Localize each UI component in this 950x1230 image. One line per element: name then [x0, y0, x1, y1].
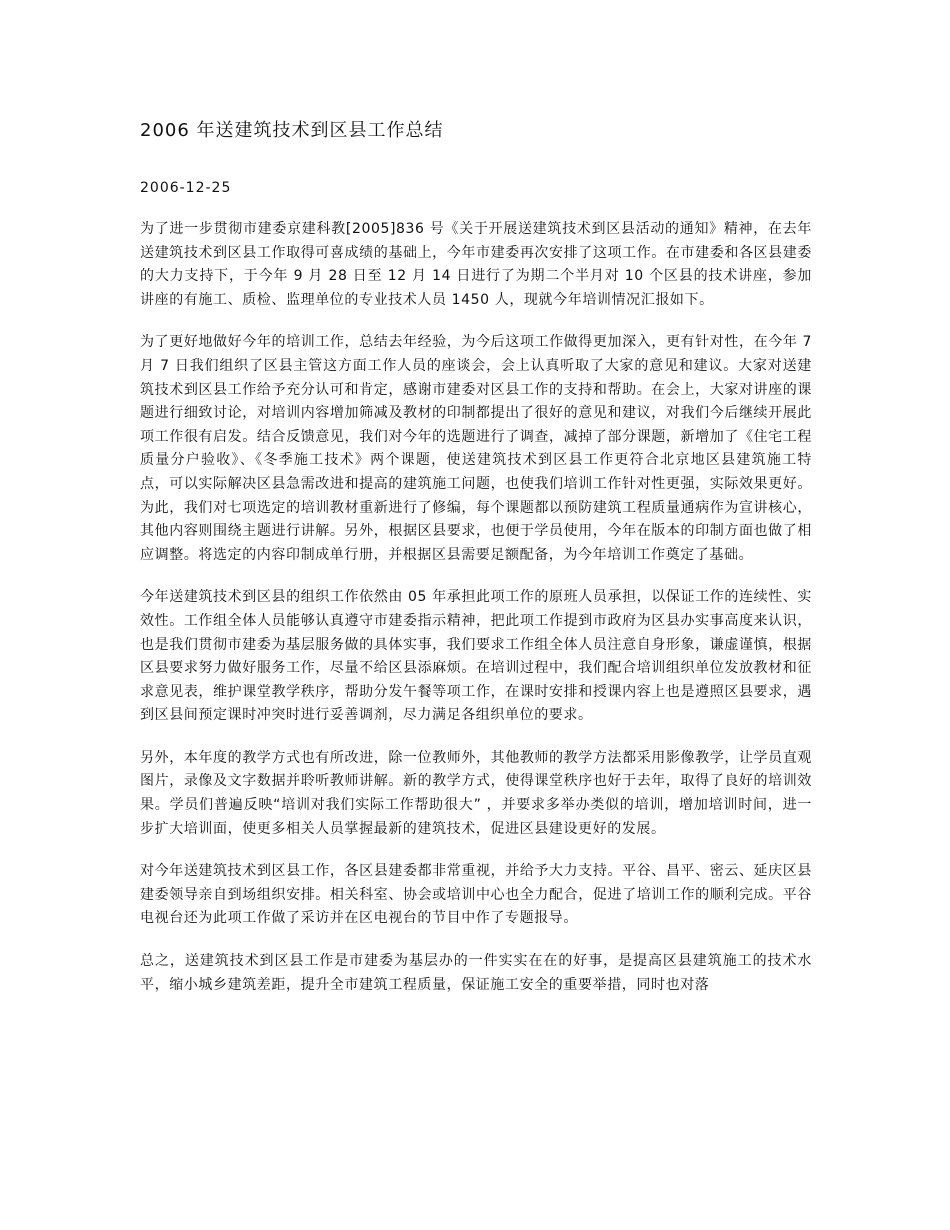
paragraph: 为了进一步贯彻市建委京建科教[2005]836 号《关于开展送建筑技术到区县活动的通知》精神，在去年送建筑技术到区县工作取得可喜成绩的基础上，今年市建委再次安排了这项工作。在市建委和各区县建委的大力支持下，于今年 9 月 28 日至 12 月 14 日进行了为期二个半月对 10 个区县的技术讲座，参加讲座的有施工、质检、监理单位的专业技术人员 1450 人，现就今年培训情况汇报如下。	[140, 221, 812, 308]
paragraph: 今年送建筑技术到区县的组织工作依然由 05 年承担此项工作的原班人员承担，以保证工作的连续性、实效性。工作组全体人员能够认真遵守市建委指示精神，把此项工作提到市政府为区县办实事高度来认识，也是我们贯彻市建委为基层服务做的具体实事，我们要求工作组全体人员注意自身形象，谦虚谨慎，根据区县要求努力做好服务工作，尽量不给区县添麻烦。在培训过程中，我们配合培训组织单位发放教材和征求意见表，维护课堂教学秩序，帮助分发午餐等项工作，在课时安排和授课内容上也是遵照区县要求，遇到区县间预定课时冲突时进行妥善调剂，尽力满足各组织单位的要求。	[140, 589, 812, 724]
paragraph: 对今年送建筑技术到区县工作，各区县建委都非常重视，并给予大力支持。平谷、昌平、密云、延庆区县建委领导亲自到场组织安排。相关科室、协会或培训中心也全力配合，促进了培训工作的顺利完成。平谷电视台还为此项工作做了采访并在区电视台的节目中作了专题报导。	[140, 863, 812, 927]
paragraph: 为了更好地做好今年的培训工作，总结去年经验，为今后这项工作做得更加深入，更有针对性，在今年 7 月 7 日我们组织了区县主管这方面工作人员的座谈会，会上认真听取了大家的意见和建议。大家对送建筑技术到区县工作给予充分认可和肯定，感谢市建委对区县工作的支持和帮助。在会上，大家对讲座的课题进行细致讨论，对培训内容增加筛减及教材的印制都提出了很好的意见和建议，对我们今后继续开展此项工作很有启发。结合反馈意见，我们对今年的选题进行了调查，减掉了部分课题，新增加了《住宅工程质量分户验收》、《冬季施工技术》两个课题，使送建筑技术到区县工作更符合北京地区县建筑施工特点，可以实际解决区县急需改进和提高的建筑施工问题，也使我们培训工作针对性更强，实际效果更好。为此，我们对七项选定的培训教材重新进行了修编，每个课题都以预防建筑工程质量通病作为宣讲核心，其他内容则围绕主题进行讲解。另外，根据区县要求，也便于学员使用，今年在版本的印制方面也做了相应调整。将选定的内容印制成单行册，并根据区县需要足额配备，为今年培训工作奠定了基础。	[140, 334, 812, 563]
document-date: 2006-12-25	[140, 180, 232, 196]
paragraph: 总之，送建筑技术到区县工作是市建委为基层办的一件实实在在的好事，是提高区县建筑施工的技术水平，缩小城乡建筑差距，提升全市建筑工程质量，保证施工安全的重要举措，同时也对落	[140, 953, 812, 993]
paragraph: 另外，本年度的教学方式也有所改进，除一位教师外，其他教师的教学方法都采用影像教学，让学员直观图片，录像及文字数据并聆听教师讲解。新的教学方式，使得课堂秩序也好于去年，取得了良好的培训效果。学员们普遍反映“培训对我们实际工作帮助很大” ，并要求多举办类似的培训，增加培训时间，进一步扩大培训面，使更多相关人员掌握最新的建筑技术，促进区县建设更好的发展。	[140, 749, 812, 837]
document-body	[140, 218, 812, 997]
document-title: 2006 年送建筑技术到区县工作总结	[140, 120, 444, 141]
document-page	[140, 118, 812, 1016]
